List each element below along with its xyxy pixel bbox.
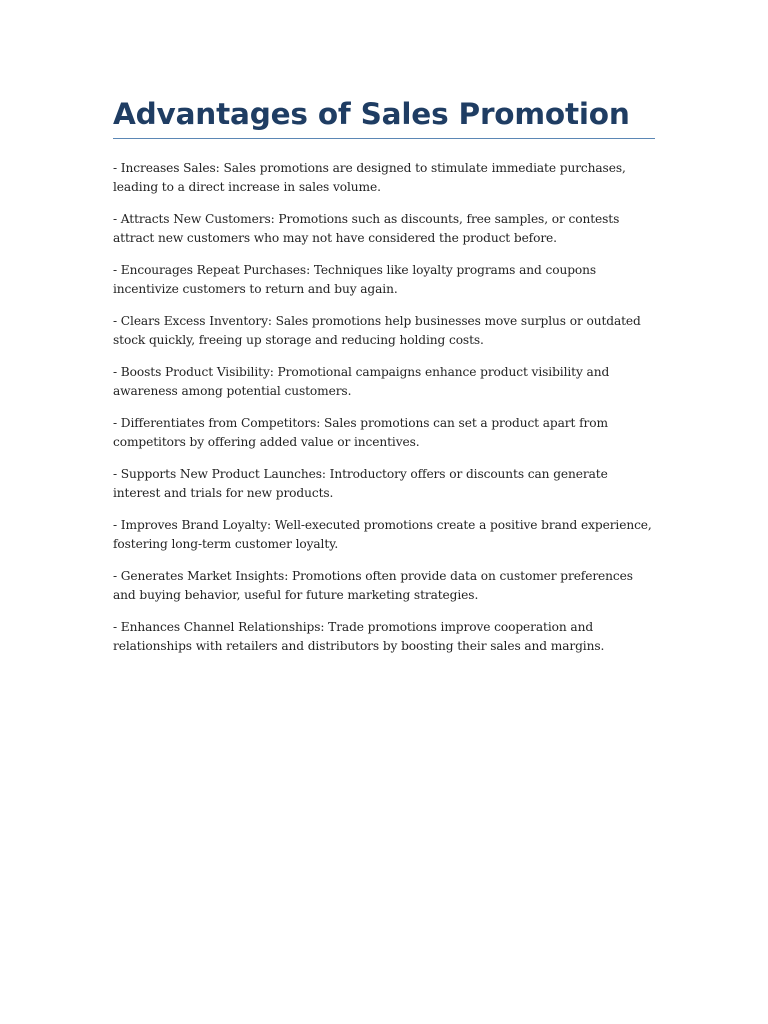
- document-page: [113, 94, 655, 669]
- list-item: - Supports New Product Launches: Introductory offers or discounts can generate interest and trials for new products.: [113, 467, 608, 500]
- list-item: - Encourages Repeat Purchases: Techniques like loyalty programs and coupons incentivize customers to return and buy again.: [113, 263, 597, 296]
- title-underline: [113, 138, 655, 139]
- document-title: Advantages of Sales Promotion: [113, 97, 630, 131]
- list-item: - Enhances Channel Relationships: Trade promotions improve cooperation and relationships with retailers and distributors by boosting their sales and margins.: [113, 620, 605, 653]
- list-item: - Attracts New Customers: Promotions such as discounts, free samples, or contests attract new customers who may not have considered the product before.: [113, 212, 620, 245]
- list-item: - Improves Brand Loyalty: Well-executed promotions create a positive brand experience, fostering long-term customer loyalty.: [113, 518, 652, 551]
- list-item: - Boosts Product Visibility: Promotional campaigns enhance product visibility and awareness among potential customers.: [113, 365, 610, 398]
- list-item: - Clears Excess Inventory: Sales promotions help businesses move surplus or outdated stock quickly, freeing up storage and reducing holding costs.: [113, 314, 641, 347]
- list-item: - Increases Sales: Sales promotions are designed to stimulate immediate purchases, leading to a direct increase in sales volume.: [113, 161, 626, 194]
- list-item: - Differentiates from Competitors: Sales promotions can set a product apart from competitors by offering added value or incentives.: [113, 416, 608, 449]
- list-item: - Generates Market Insights: Promotions often provide data on customer preferences and buying behavior, useful for future marketing strategies.: [113, 569, 633, 602]
